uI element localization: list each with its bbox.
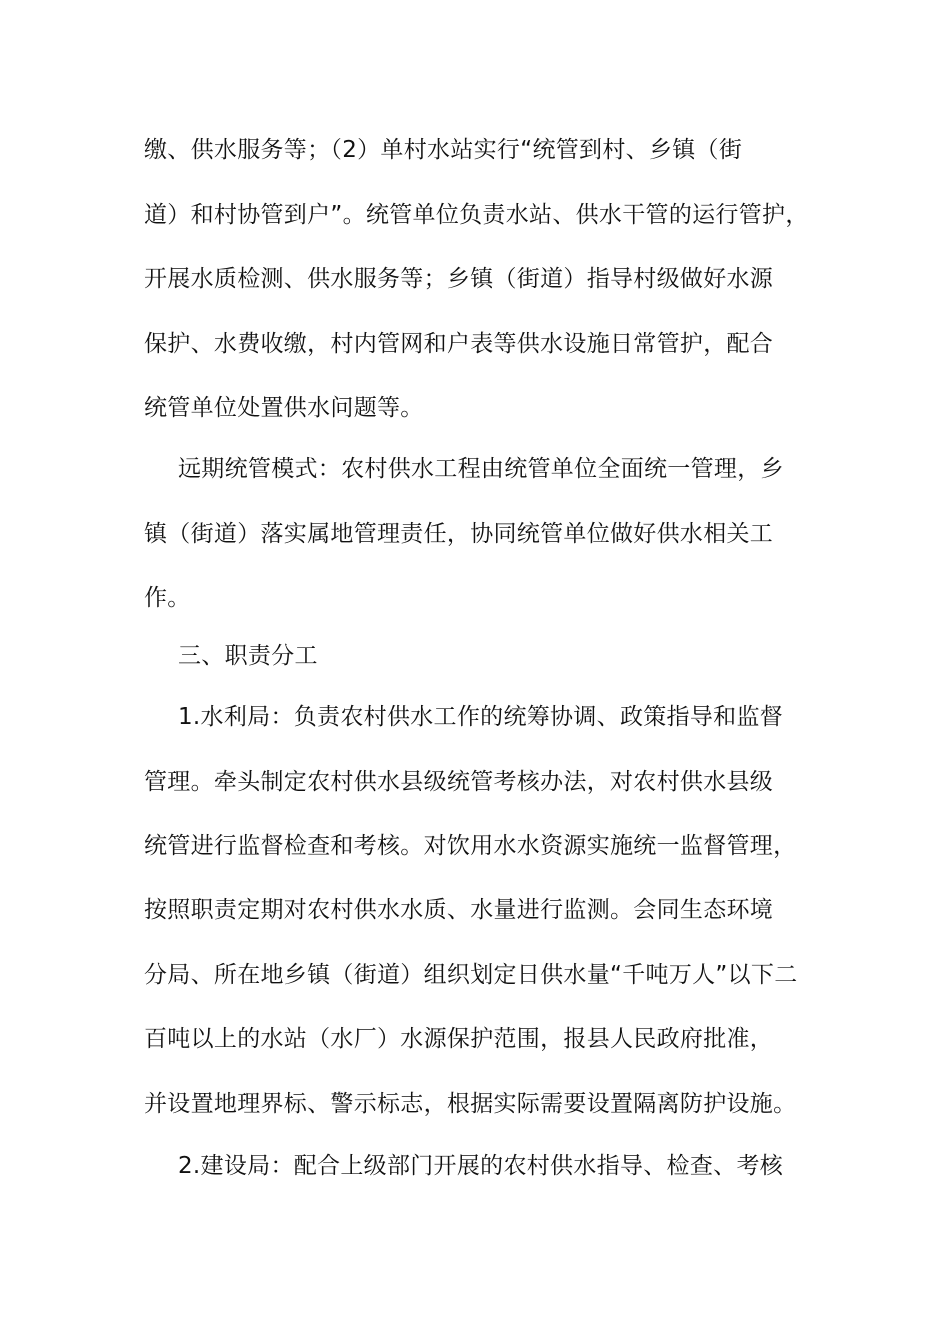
text-line-5: 统管单位处置供水问题等。 (144, 395, 424, 421)
text-line-17: 2.建设局：配合上级部门开展的农村供水指导、检查、考核 (178, 1153, 784, 1179)
text-line-7: 镇（街道）落实属地管理责任，协同统管单位做好供水相关工 (144, 521, 774, 547)
text-line-2: 道）和村协管到户”。统管单位负责水站、供水干管的运行管护， (144, 202, 809, 228)
text-line-1: 缴、供水服务等；（2）单村水站实行“统管到村、乡镇（街 (144, 137, 743, 163)
text-line-11: 管理。牵头制定农村供水县级统管考核办法，对农村供水县级 (144, 769, 774, 795)
text-line-15: 百吨以上的水站（水厂）水源保护范围，报县人民政府批准， (144, 1026, 774, 1052)
text-line-4: 保护、水费收缴，村内管网和户表等供水设施日常管护，配合 (144, 331, 774, 357)
text-line-14: 分局、所在地乡镇（街道）组织划定日供水量“千吨万人”以下二 (144, 962, 798, 988)
text-line-10: 1.水利局：负责农村供水工作的统筹协调、政策指导和监督 (178, 704, 784, 730)
text-line-3: 开展水质检测、供水服务等；乡镇（街道）指导村级做好水源 (144, 266, 774, 292)
text-line-12: 统管进行监督检查和考核。对饮用水水资源实施统一监督管理， (144, 833, 797, 859)
section-heading: 三、职责分工 (178, 643, 318, 669)
text-line-13: 按照职责定期对农村供水水质、水量进行监测。会同生态环境 (144, 897, 774, 923)
text-line-8: 作。 (144, 585, 191, 611)
text-line-6: 远期统管模式：农村供水工程由统管单位全面统一管理，乡 (178, 456, 784, 482)
text-line-16: 并设置地理界标、警示标志，根据实际需要设置隔离防护设施。 (144, 1091, 797, 1117)
